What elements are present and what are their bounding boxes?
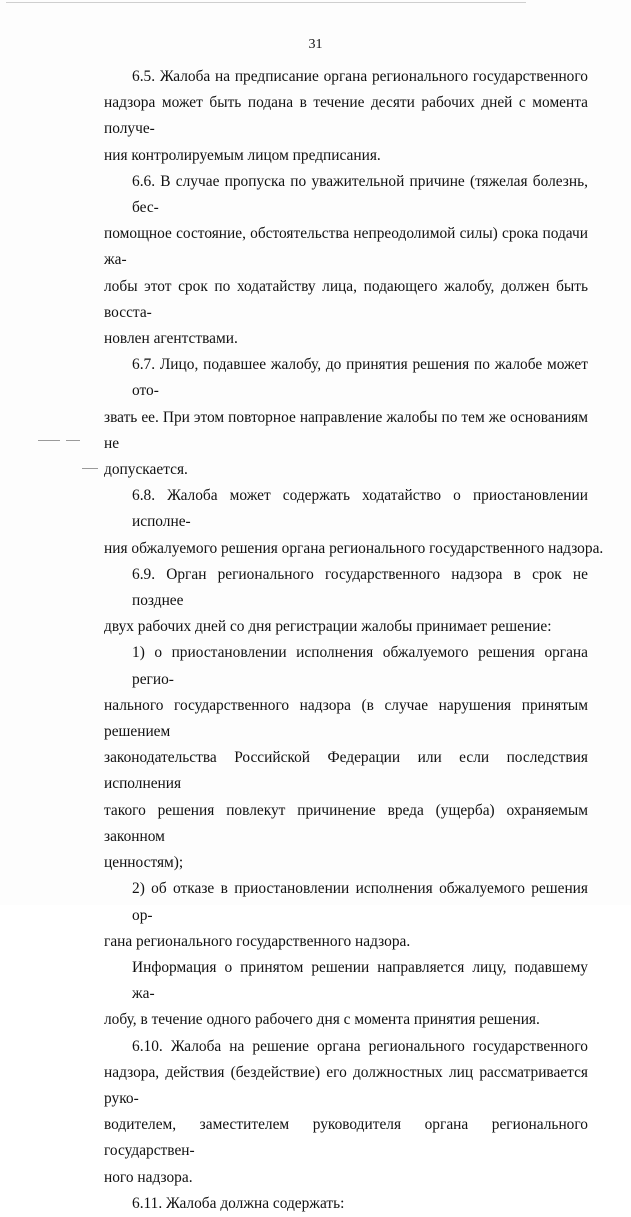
paragraph-line: водителем, заместителем руководителя органа регионального государствен- [104, 1116, 588, 1160]
list-item-line: такого решения повлекут причинение вреда (ущерба) охраняемым законном [104, 801, 588, 845]
paragraph-line: ния контролируемым лицом предписания. [104, 146, 381, 164]
paragraph-line: двух рабочих дней со дня регистрации жалобы принимает решение: [104, 618, 552, 636]
list-item-line: 2) об отказе в приостановлении исполнения обжалуемого решения ор- [132, 880, 588, 924]
page-number: 31 [308, 37, 323, 52]
paragraph-line: ния обжалуемого решения органа регионального государственного надзора. [104, 539, 604, 557]
paragraph-line: звать ее. При этом повторное направление жалобы по тем же основаниям не [104, 408, 588, 452]
document-body [104, 64, 604, 1217]
paragraph-line: ного надзора. [104, 1168, 193, 1186]
list-item-line: ценностям); [104, 854, 184, 872]
list-item-line: 1) о приостановлении исполнения обжалуемого решения органа регио- [132, 644, 588, 688]
paragraph-line: Информация о принятом решении направляется лицу, подавшему жа- [132, 958, 588, 1003]
paragraph-line: 6.7. Лицо, подавшее жалобу, до принятия решения по жалобе может ото- [132, 356, 588, 400]
scan-artifact-mark [82, 468, 98, 469]
paragraph-line: 6.11. Жалоба должна содержать: [132, 1194, 345, 1212]
paragraph-line: новлен агентствами. [104, 330, 238, 348]
list-item-line: нального государственного надзора (в случае нарушения принятым решением [104, 696, 588, 741]
paragraph-line: 6.6. В случае пропуска по уважительной причине (тяжелая болезнь, бес- [132, 172, 588, 217]
paragraph-line: 6.9. Орган регионального государственного надзора в срок не позднее [132, 565, 588, 610]
paragraph-line: помощное состояние, обстоятельства непреодолимой силы) срока подачи жа- [104, 225, 588, 269]
scan-artifact-mark [66, 440, 80, 441]
paragraph-line: надзора может быть подана в течение десяти рабочих дней с момента получе- [104, 94, 588, 138]
scan-artifact-mark [38, 440, 60, 441]
paragraph-line: допускается. [104, 461, 188, 479]
paragraph-line: лобы этот срок по ходатайству лица, подающего жалобу, должен быть восста- [104, 277, 588, 321]
paragraph-line: лобу, в течение одного рабочего дня с момента принятия решения. [104, 1011, 540, 1029]
list-item-line: гана регионального государственного надзора. [104, 932, 411, 950]
paragraph-line: 6.5. Жалоба на предписание органа регионального государственного [132, 68, 588, 85]
paragraph-line: 6.8. Жалоба может содержать ходатайство о приостановлении исполне- [132, 487, 588, 531]
paragraph-line: надзора, действия (бездействие) его должностных лиц рассматривается руко- [104, 1063, 588, 1107]
list-item-line: законодательства Российской Федерации или если последствия исполнения [104, 749, 588, 793]
scan-top-edge [6, 2, 526, 3]
paragraph-line: 6.10. Жалоба на решение органа регионального государственного [132, 1037, 588, 1055]
